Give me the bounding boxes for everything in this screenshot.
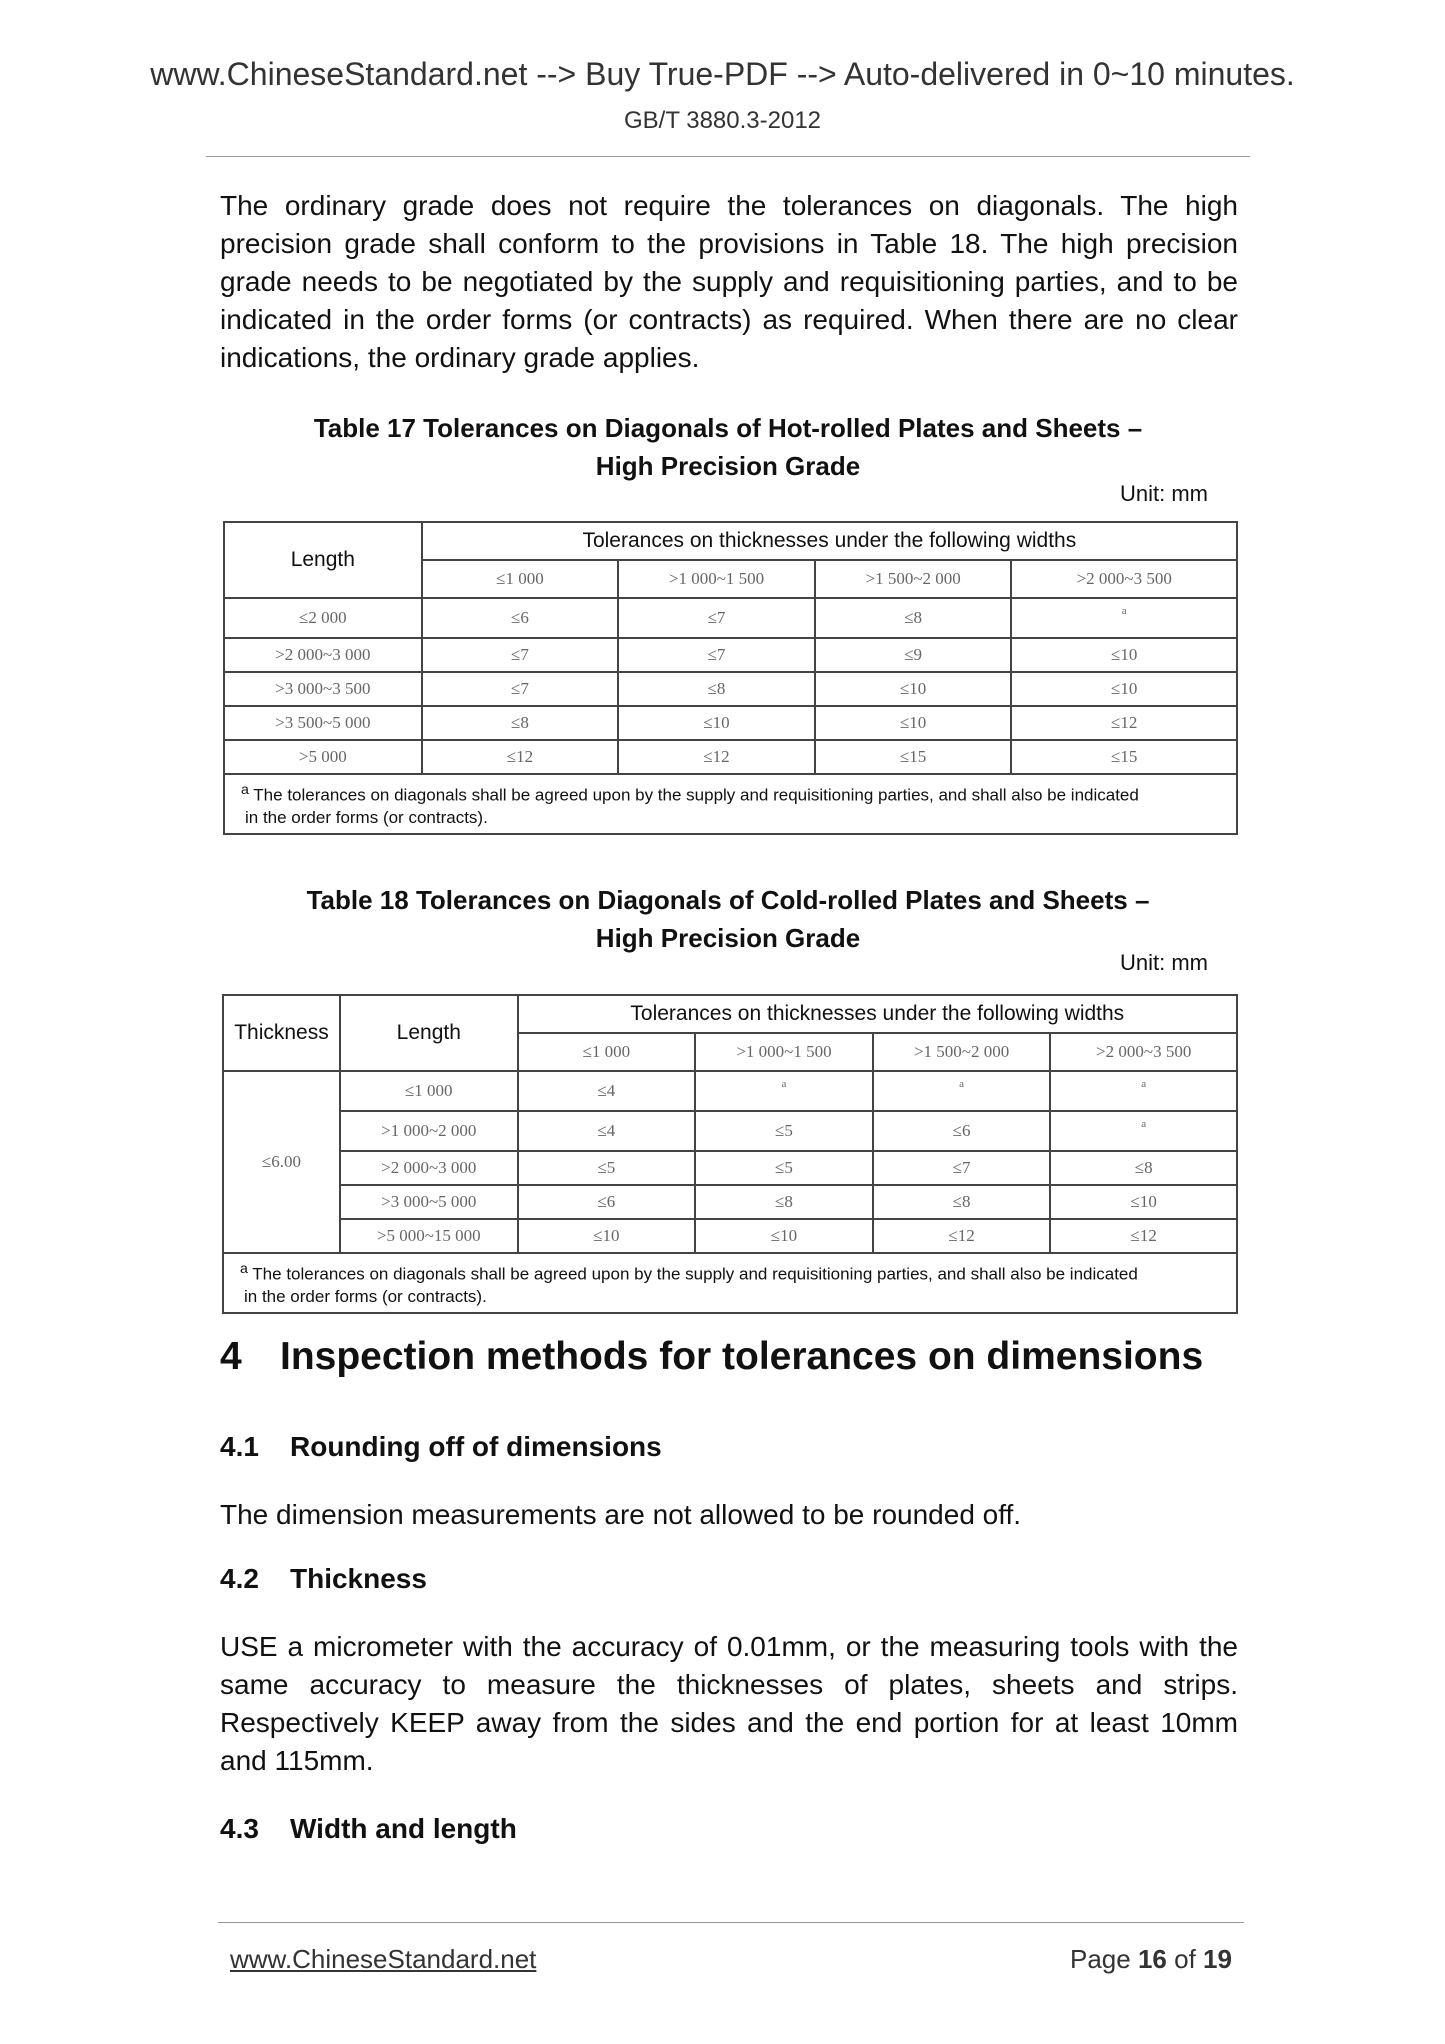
table18-header-group: Tolerances on thicknesses under the following widths: [518, 995, 1237, 1033]
page-current: 16: [1137, 1944, 1167, 1974]
table17-length-cell: ≤2 000: [224, 598, 422, 638]
section43-number: 4.3: [220, 1813, 259, 1844]
table17-footnote-line2: in the order forms (or contracts).: [245, 807, 488, 827]
table17-length-cell: >3 000~3 500: [224, 672, 422, 706]
table18-width-header: ≤1 000: [518, 1033, 696, 1071]
header-banner: www.ChineseStandard.net --> Buy True-PDF --> Auto-delivered in 0~10 minutes.: [150, 56, 1295, 92]
table17-width-header: ≤1 000: [422, 560, 619, 598]
table17-width-header: >1 000~1 500: [618, 560, 815, 598]
footer-site-link[interactable]: www.ChineseStandard.net: [230, 1944, 537, 1974]
section4-number: 4: [220, 1335, 242, 1378]
table18-value-cell: ≤5: [518, 1151, 696, 1185]
table18-value-cell: ≤6: [518, 1185, 696, 1219]
table17-value-cell: ≤10: [1011, 672, 1237, 706]
table17-value-cell: ≤6: [422, 598, 619, 638]
table17-value-cell: ≤15: [1011, 740, 1237, 774]
table17-length-cell: >5 000: [224, 740, 422, 774]
table-row: [223, 1071, 1237, 1111]
table17-value-cell: ≤8: [618, 672, 815, 706]
table17-header-length: Length: [224, 522, 422, 598]
section43-heading: [220, 1813, 517, 1845]
table17-width-header: >2 000~3 500: [1011, 560, 1237, 598]
table18-length-cell: >5 000~15 000: [340, 1219, 518, 1253]
page-total: 19: [1203, 1944, 1232, 1974]
table17-value-cell: ≤7: [618, 598, 815, 638]
section4-heading: [220, 1335, 1203, 1379]
section41-heading: [220, 1431, 662, 1463]
table18-caption: [206, 881, 1250, 957]
table-row: [223, 1185, 1237, 1219]
table-row: [224, 672, 1237, 706]
table18-footnote-line2: in the order forms (or contracts).: [244, 1286, 487, 1306]
table18-value-cell: ≤12: [873, 1219, 1051, 1253]
table17-value-cell: ≤7: [422, 672, 619, 706]
table18-value-cell: ≤10: [518, 1219, 696, 1253]
table18-width-header: >1 000~1 500: [695, 1033, 873, 1071]
table17-footnote-line1: The tolerances on diagonals shall be agreed upon by the supply and requisitioning parties, and shall also be indicated: [253, 785, 1139, 805]
table17-caption: [206, 409, 1250, 485]
table18: [222, 994, 1238, 1314]
table18-thickness-cell: ≤6.00: [223, 1071, 340, 1253]
table18-unit: Unit: mm: [1120, 950, 1208, 975]
table18-caption-line1: Table 18 Tolerances on Diagonals of Cold-rolled Plates and Sheets –: [306, 885, 1150, 915]
table18-value-cell: ≤5: [695, 1111, 873, 1151]
section4-title: Inspection methods for tolerances on dimensions: [280, 1335, 1204, 1378]
table18-footnote: [223, 1253, 1237, 1313]
table18-header-length: Length: [340, 995, 518, 1071]
table17-length-cell: >3 500~5 000: [224, 706, 422, 740]
section42-heading: [220, 1563, 427, 1595]
table17-value-cell: ≤10: [1011, 638, 1237, 672]
table17-value-cell: ≤8: [422, 706, 619, 740]
table17-value-cell: ≤12: [618, 740, 815, 774]
page-of: of: [1174, 1944, 1196, 1974]
page-prefix: Page: [1070, 1944, 1131, 1974]
table17-value-cell: ≤12: [422, 740, 619, 774]
table18-value-cell: a: [1050, 1071, 1237, 1111]
table18-value-cell: ≤10: [695, 1219, 873, 1253]
table17-value-cell: ≤8: [815, 598, 1012, 638]
table18-value-cell: ≤10: [1050, 1185, 1237, 1219]
intro-paragraph: [220, 187, 1238, 377]
table18-footnote-mark: a: [240, 1261, 248, 1277]
section42-title: Thickness: [290, 1563, 427, 1594]
table17-value-cell: ≤10: [815, 672, 1012, 706]
table18-value-cell: ≤6: [873, 1111, 1051, 1151]
table18-caption-line2: High Precision Grade: [595, 923, 861, 953]
header-divider: [206, 156, 1250, 157]
table17-value-cell: ≤15: [815, 740, 1012, 774]
section41-paragraph: [220, 1496, 1238, 1534]
table-row: [224, 638, 1237, 672]
table17-value-cell: ≤7: [422, 638, 619, 672]
table18-value-cell: ≤5: [695, 1151, 873, 1185]
table17-caption-line2: High Precision Grade: [595, 451, 861, 481]
table-row: [224, 598, 1237, 638]
table18-value-cell: a: [1050, 1111, 1237, 1151]
page-number: [1070, 1944, 1232, 1975]
table-row: [224, 706, 1237, 740]
table18-width-header: >2 000~3 500: [1050, 1033, 1237, 1071]
table17: [223, 521, 1238, 835]
table18-value-cell: ≤7: [873, 1151, 1051, 1185]
section42-paragraph: [220, 1628, 1238, 1780]
table17-width-header: >1 500~2 000: [815, 560, 1012, 598]
table17-value-cell: ≤12: [1011, 706, 1237, 740]
table17-value-cell: ≤10: [618, 706, 815, 740]
table18-length-cell: >2 000~3 000: [340, 1151, 518, 1185]
table17-value-cell: ≤10: [815, 706, 1012, 740]
table-row: [223, 1111, 1237, 1151]
table-row: [223, 1219, 1237, 1253]
section41-text: The dimension measurements are not allowed to be rounded off.: [220, 1499, 1022, 1530]
table18-value-cell: ≤12: [1050, 1219, 1237, 1253]
table18-header-thickness: Thickness: [223, 995, 340, 1071]
footer-divider: [218, 1922, 1244, 1923]
table18-value-cell: ≤4: [518, 1111, 696, 1151]
table17-length-cell: >2 000~3 000: [224, 638, 422, 672]
section43-title: Width and length: [290, 1813, 517, 1844]
table18-length-cell: ≤1 000: [340, 1071, 518, 1111]
table18-length-cell: >3 000~5 000: [340, 1185, 518, 1219]
table17-footnote-mark: a: [241, 782, 249, 798]
table18-footnote-line1: The tolerances on diagonals shall be agreed upon by the supply and requisitioning parties, and shall also be indicated: [252, 1264, 1138, 1284]
table-row: [223, 1151, 1237, 1185]
table-row: [224, 740, 1237, 774]
table17-header-group: Tolerances on thicknesses under the following widths: [422, 522, 1237, 560]
table18-width-header: >1 500~2 000: [873, 1033, 1051, 1071]
section41-title: Rounding off of dimensions: [290, 1431, 662, 1462]
table18-value-cell: ≤8: [695, 1185, 873, 1219]
table17-value-cell: ≤9: [815, 638, 1012, 672]
table18-value-cell: ≤8: [873, 1185, 1051, 1219]
section42-number: 4.2: [220, 1563, 259, 1594]
table18-value-cell: a: [695, 1071, 873, 1111]
table17-unit: Unit: mm: [1120, 481, 1208, 506]
table18-value-cell: ≤4: [518, 1071, 696, 1111]
table18-length-cell: >1 000~2 000: [340, 1111, 518, 1151]
table17-footnote: [224, 774, 1237, 834]
table17-value-cell: a: [1011, 598, 1237, 638]
table17-value-cell: ≤7: [618, 638, 815, 672]
section42-text: USE a micrometer with the accuracy of 0.01mm, or the measuring tools with the same accuracy to measure the thicknesses of plates, sheets and strips. Respectively KEEP away from the sides and the end portion for at least 10mm and 115mm.: [220, 1631, 1238, 1776]
intro-text: The ordinary grade does not require the tolerances on diagonals. The high precision grade shall conform to the provisions in Table 18. The high precision grade needs to be negotiated by the supply and requisitioning parties, and to be indicated in the order forms (or contracts) as required. When there are no clear indications, the ordinary grade applies.: [220, 190, 1238, 373]
table17-caption-line1: Table 17 Tolerances on Diagonals of Hot-rolled Plates and Sheets –: [313, 413, 1143, 443]
table18-value-cell: ≤8: [1050, 1151, 1237, 1185]
document-id: GB/T 3880.3-2012: [623, 107, 822, 134]
table18-value-cell: a: [873, 1071, 1051, 1111]
section41-number: 4.1: [220, 1431, 259, 1462]
